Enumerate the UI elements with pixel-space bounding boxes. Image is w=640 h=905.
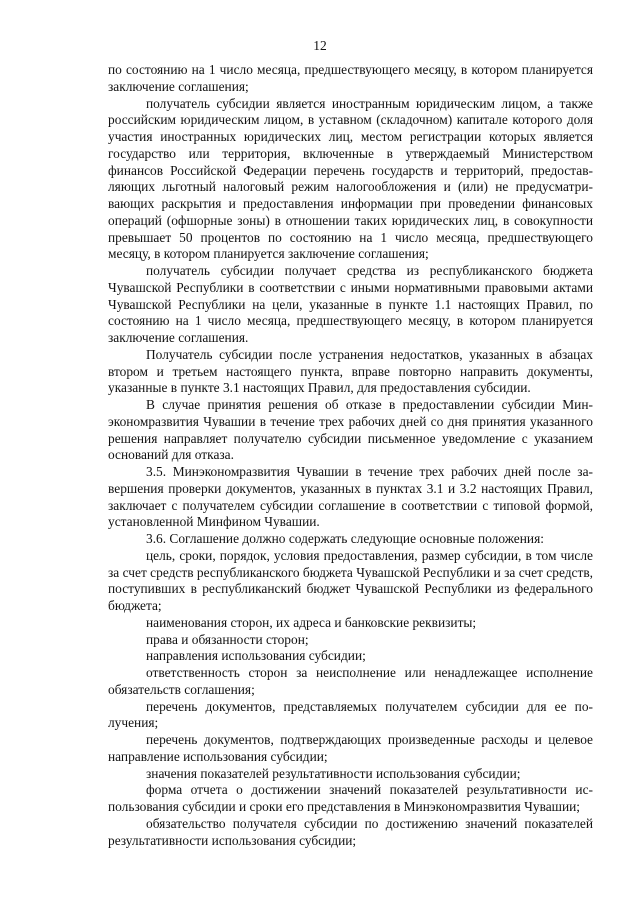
paragraph-other-funds: получатель субсидии получает средства из республиканского бюджета Чувашской Республики в соответствии с иными нормативными правовыми актами Чувашской Республики на цели, указанные в пункте 1.1 настоящих Правил, по состоянию на 1 число месяца, предшествующего месяцу, в котором планируется заключение соглашения. — [108, 263, 593, 345]
paragraph-foreign-entity: получатель субсидии является иностранным юридическим лицом, а также российским юридическим лицом, в уставном (складочном) капитале которого доля участия иностранных юридических лиц, местом регистрации которых является государство или территория, включенные в утверждаемый Министерством финансов Российской Федерации перечень государств и территорий, предоставляющих льготный налоговый режим налогообложения и (или) не предусматривающих раскрытия и предоставления информации при проведении финансовых операций (офшорные зоны) в отношении таких юридических лиц, в совокупности превышает 50 процентов по состоянию на 1 число месяца, предшествующего месяцу, в котором планируется заключение соглашения; — [108, 95, 593, 262]
list-item-report-form: форма отчета о достижении значений показателей результативности использования субсидии и сроки его представления в Минэкономразвития Чувашии; — [108, 782, 593, 814]
paragraph-clause-3-5: 3.5. Минэкономразвития Чувашии в течение трех рабочих дней после завершения проверки документов, указанных в пунктах 3.1 и 3.2 настоящих Правил, заключает с получателем субсидии соглашение в соответствии с типовой формой, установленной Минфином Чувашии. — [108, 464, 593, 530]
paragraph-refusal-notice: В случае принятия решения об отказе в предоставлении субсидии Минэкономразвития Чувашии в течение трех рабочих дней со дня принятия указанного решения направляет получателю субсидии письменное уведомление с указанием оснований для отказа. — [108, 397, 593, 463]
list-item-obligation: обязательство получателя субсидии по достижению значений показателей результативности использования субсидии; — [108, 815, 593, 848]
document-body — [108, 62, 593, 849]
list-item-party-names: наименования сторон, их адреса и банковские реквизиты; — [146, 614, 477, 630]
page-number: 12 — [313, 38, 327, 53]
paragraph-clause-3-6: 3.6. Соглашение должно содержать следующие основные положения: — [146, 531, 544, 546]
paragraph-continuation: по состоянию на 1 число месяца, предшествующего месяцу, в котором планируется заключение соглашения; — [108, 62, 593, 94]
list-item-documents-receipt: перечень документов, представляемых получателем субсидии для ее получения; — [108, 698, 593, 731]
list-item-usage-directions: направления использования субсидии; — [146, 648, 366, 664]
list-item-performance-indicators: значения показателей результативности использования субсидии; — [146, 765, 521, 781]
list-item-rights-duties: права и обязанности сторон; — [146, 631, 309, 647]
list-item-liability: ответственность сторон за неисполнение или ненадлежащее исполнение обязательств соглашения; — [108, 665, 593, 697]
paragraph-resubmission: Получатель субсидии после устранения недостатков, указанных в абзацах втором и третьем настоящего пункта, вправе повторно направить документы, указанные в пункте 3.1 настоящих Правил, для предоставления субсидии. — [108, 346, 593, 396]
list-item-documents-expenses: перечень документов, подтверждающих произведенные расходы и целевое направление использования субсидии; — [108, 732, 593, 764]
list-item-purpose-terms: цель, сроки, порядок, условия предоставления, размер субсидии, в том числе за счет средств республиканского бюджета Чувашской Республики и за счет средств, поступивших в республиканский бюджет Чувашской Республики из федерального бюджета; — [108, 547, 593, 613]
